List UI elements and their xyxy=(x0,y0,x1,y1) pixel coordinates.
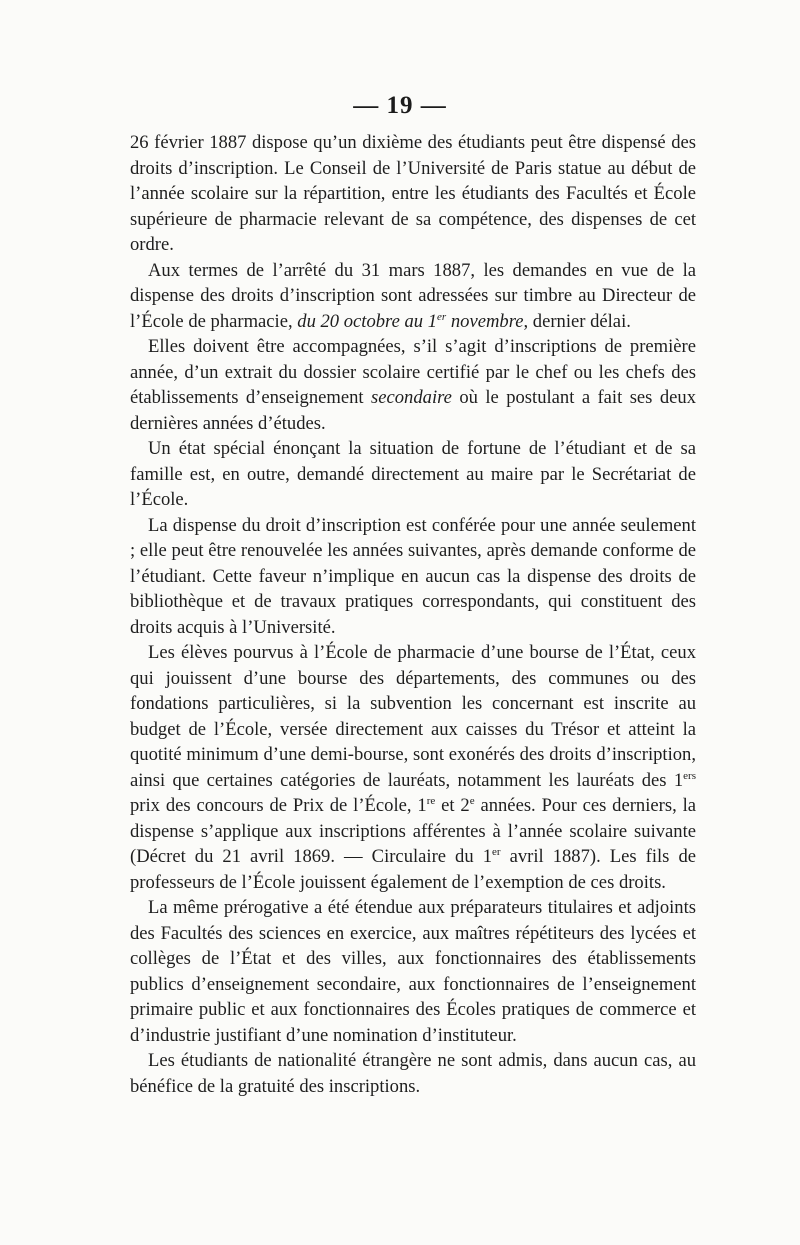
paragraph-2-superscript: er xyxy=(437,310,447,323)
paragraph-6-text-2: prix des concours de Prix de l’École, 1 xyxy=(130,795,427,816)
paragraph-6-superscript-2: re xyxy=(426,794,436,807)
paragraph-2-date-start: du 20 octobre au 1 xyxy=(297,310,438,332)
paragraph-2-date-range xyxy=(297,311,523,332)
paragraph-6-superscript-1: ers xyxy=(683,769,696,782)
paragraph-2-text-a: Aux termes de l’arrêté du 31 mars 1887, les demandes en vue de la dispense des droits d’inscription sont adressées sur timbre au Directeur de l’École de pharmacie, xyxy=(130,259,696,332)
paragraph-3-text-b: où le postulant a fait ses deux dernières années d’études. xyxy=(130,387,696,434)
paragraph-1: 26 février 1887 dispose qu’un dixième des étudiants peut être dispensé des droits d’inscription. Le Conseil de l’Université de Paris statue au début de l’année scolaire sur la répartition, entre les étudiants des Facultés et École supérieure de pharmacie relevant de sa compétence, des dispenses de cet ordre. xyxy=(130,132,696,255)
paragraph-3-text-a: Elles doivent être accompagnées, s’il s’agit d’inscriptions de première année, d’un extrait du dossier scolaire certifié par le chef ou les chefs des établissements d’enseignement xyxy=(130,336,696,408)
paragraph-6-superscript-4: er xyxy=(492,845,501,858)
paragraph-2-text-b: , dernier délai. xyxy=(523,310,631,332)
paragraph-6-text-1: Les élèves pourvus à l’École de pharmacie d’une bourse de l’État, ceux qui jouissent d’une bourse des départements, des communes ou des fondations particulières, si la subvention les concernant est inscrite au budget de l’École, versée directement aux caisses du Trésor et atteint la quotité minimum d’une demi-bourse, sont exonérés des droits d’inscription, ainsi que certaines catégories de lauréats, notamment les lauréats des 1 xyxy=(130,642,696,791)
paragraph-3-emphasis: secondaire xyxy=(371,387,452,408)
paragraph-7: La même prérogative a été étendue aux préparateurs titulaires et adjoints des Facultés des sciences en exercice, aux maîtres répétiteurs des lycées et collèges de l’État et des villes, aux fonctionnaires des établissements publics d’enseignement secondaire, aux fonctionnaires de l’enseignement primaire public et aux fonctionnaires des Écoles pratiques de commerce et d’industrie justifiant d’une nomination d’instituteur. xyxy=(130,897,696,1046)
paragraph-5: La dispense du droit d’inscription est conférée pour une année seulement ; elle peut être renouvelée les années suivantes, après demande conforme de l’étudiant. Cette faveur n’implique en aucun cas la dispense des droits de bibliothèque et de travaux pratiques correspondants, qui constituent des droits acquis à l’Université. xyxy=(130,514,696,638)
paragraph-6-text-3: et 2 xyxy=(435,795,470,816)
paragraph-8: Les étudiants de nationalité étrangère ne sont admis, dans aucun cas, au bénéfice de la gratuité des inscriptions. xyxy=(130,1050,696,1097)
paragraph-6-text-5: avril 1887). Les fils de professeurs de l’École jouissent également de l’exemption de ces droits. xyxy=(130,846,697,893)
paragraph-6-superscript-3: e xyxy=(469,794,475,807)
paragraph-4: Un état spécial énonçant la situation de fortune de l’étudiant et de sa famille est, en outre, demandé directement au maire par le Secrétariat de l’École. xyxy=(130,438,696,510)
paragraph-6-text-4: années. Pour ces derniers, la dispense s’applique aux inscriptions afférentes à l’année scolaire suivante (Décret du 21 avril 1869. — Circulaire du 1 xyxy=(130,795,697,867)
paragraph-2-date-end: novembre xyxy=(446,310,524,332)
body-text xyxy=(130,130,696,1099)
paragraph-3 xyxy=(130,334,696,436)
paragraph-2 xyxy=(130,258,696,335)
page-number: — 19 — xyxy=(353,92,447,119)
paragraph-6 xyxy=(130,640,696,895)
